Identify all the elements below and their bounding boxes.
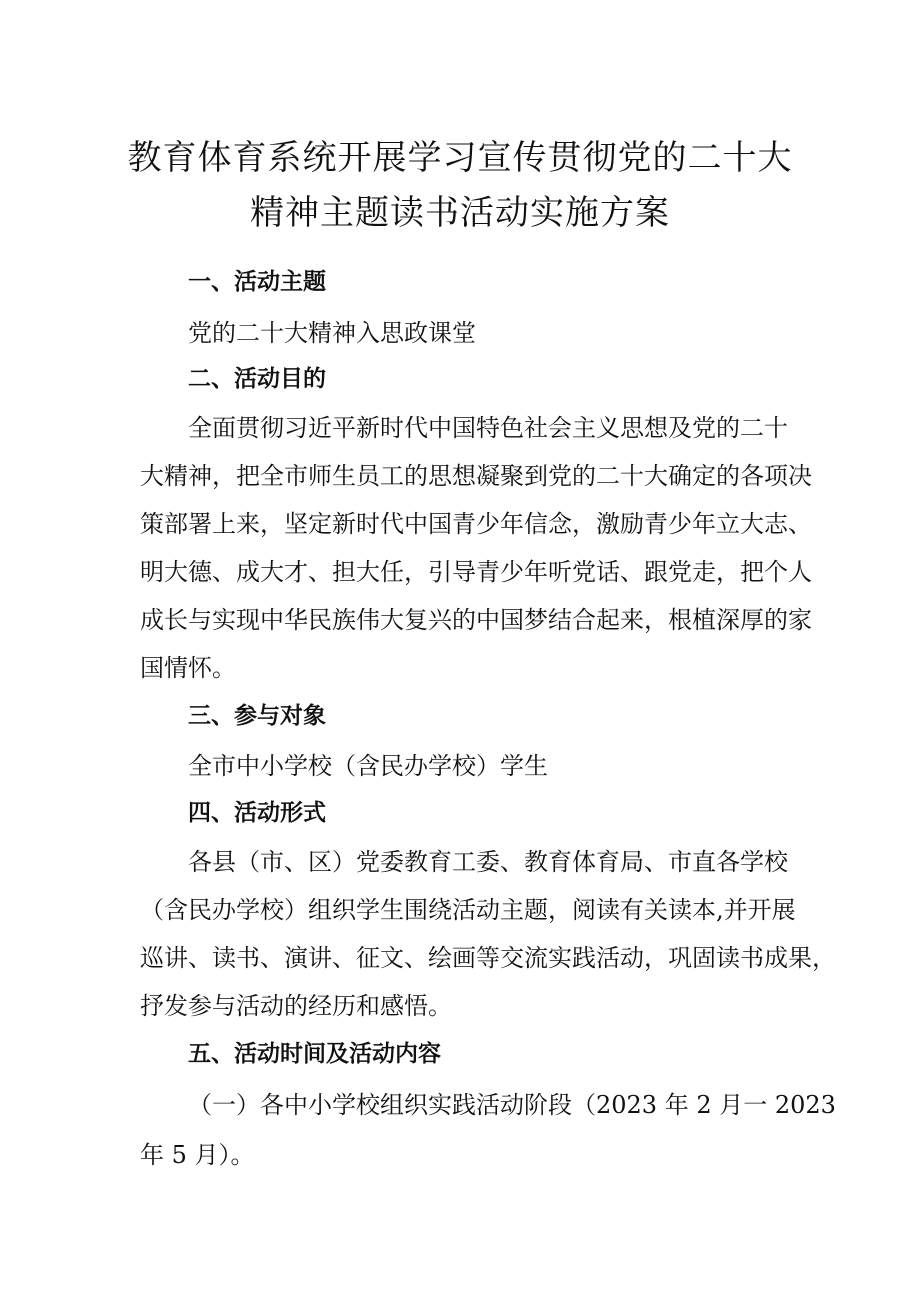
section-heading-schedule: 五、活动时间及活动内容 — [188, 1041, 441, 1067]
paragraph-line: 年 5 月）。 — [140, 1141, 255, 1169]
document-title-line-1: 教育体育系统开展学习宣传贯彻党的二十大 — [127, 138, 793, 178]
document-title-line-2: 精神主题读书活动实施方案 — [250, 193, 670, 233]
section-heading-purpose: 二、活动目的 — [188, 366, 326, 392]
section-heading-theme: 一、活动主题 — [188, 269, 326, 295]
paragraph-line: 国情怀。 — [140, 654, 236, 682]
section-heading-participants: 三、参与对象 — [188, 703, 326, 729]
paragraph-line: （一）各中小学校组织实践活动阶段（2023 年 2 月一 2023 — [188, 1091, 836, 1119]
paragraph-line: 成长与实现中华民族伟大复兴的中国梦结合起来，根植深厚的家 — [140, 606, 812, 634]
paragraph-line: 巡讲、读书、演讲、征文、绘画等交流实践活动，巩固读书成果， — [140, 944, 836, 972]
section-heading-format: 四、活动形式 — [188, 800, 326, 826]
paragraph-line: 大精神，把全市师生员工的思想凝聚到党的二十大确定的各项决 — [140, 462, 812, 490]
section-body-theme: 党的二十大精神入思政课堂 — [188, 319, 476, 347]
section-body-participants: 全市中小学校（含民办学校）学生 — [188, 752, 548, 780]
paragraph-line: （含民办学校）组织学生围绕活动主题，阅读有关读本,并开展 — [140, 896, 796, 924]
paragraph-line: 全面贯彻习近平新时代中国特色社会主义思想及党的二十 — [188, 414, 788, 442]
paragraph-line: 策部署上来，坚定新时代中国青少年信念，激励青少年立大志、 — [140, 510, 812, 538]
paragraph-line: 抒发参与活动的经历和感悟。 — [140, 992, 452, 1020]
paragraph-line: 各县（市、区）党委教育工委、教育体育局、市直各学校 — [188, 848, 788, 876]
paragraph-line: 明大德、成大才、担大任，引导青少年听党话、跟党走，把个人 — [140, 558, 812, 586]
